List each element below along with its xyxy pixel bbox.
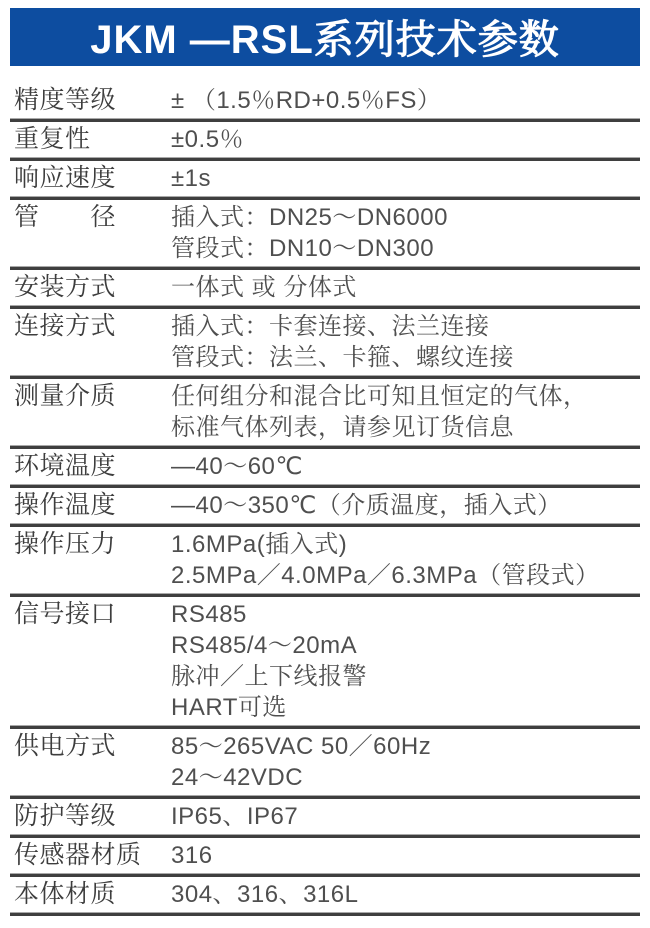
row-value-line: ±0.5％	[171, 126, 245, 153]
row-value-line: IP65、IP67	[171, 803, 299, 830]
row-value-line: HART可选	[171, 694, 287, 721]
table-row	[10, 83, 640, 118]
row-values	[171, 879, 640, 910]
table-row	[10, 838, 640, 873]
table-row	[10, 122, 640, 157]
row-label: 传感器材质	[14, 841, 142, 869]
row-values	[171, 490, 640, 521]
row-label: 响应速度	[14, 164, 117, 192]
row-value-line: 304、316、316L	[171, 881, 359, 908]
table-row	[10, 309, 640, 375]
row-label: 管 径	[14, 203, 117, 231]
row-label: 信号接口	[14, 600, 117, 628]
row-values	[171, 272, 640, 303]
row-label: 供电方式	[14, 732, 117, 760]
row-value-line: —40～60℃	[171, 453, 303, 480]
row-values	[171, 529, 640, 591]
table-row	[10, 449, 640, 484]
table-row	[10, 729, 640, 795]
row-divider	[10, 912, 640, 916]
row-label: 操作压力	[14, 530, 117, 558]
table-row	[10, 799, 640, 834]
row-values	[171, 451, 640, 482]
spec-table	[10, 83, 640, 916]
row-label: 本体材质	[14, 880, 117, 908]
row-value-line: 一体式 或 分体式	[171, 274, 357, 301]
row-value-line: 管段式：DN10～DN300	[171, 235, 435, 262]
row-label: 操作温度	[14, 491, 117, 519]
row-value-line: 316	[171, 842, 213, 869]
table-row	[10, 877, 640, 912]
row-values	[171, 801, 640, 832]
table-row	[10, 488, 640, 523]
row-value-line: 任何组分和混合比可知且恒定的气体，	[171, 383, 588, 410]
row-value-line: ±1s	[171, 165, 212, 192]
row-value-line: 24～42VDC	[171, 764, 304, 791]
row-value-line: 插入式：卡套连接、法兰连接	[171, 313, 490, 340]
row-values	[171, 381, 640, 443]
row-label: 连接方式	[14, 312, 117, 340]
row-value-line: RS485/4～20mA	[171, 632, 358, 659]
row-value-line: 2.5MPa／4.0MPa／6.3MPa（管段式）	[171, 562, 600, 589]
row-values	[171, 124, 640, 155]
row-label: 安装方式	[14, 273, 117, 301]
row-label: 重复性	[14, 125, 91, 153]
row-value-line: 标准气体列表，请参见订货信息	[171, 414, 514, 441]
row-label: 环境温度	[14, 452, 117, 480]
table-row	[10, 379, 640, 445]
row-label: 防护等级	[14, 802, 117, 830]
row-value-line: 脉冲／上下线报警	[171, 663, 367, 690]
row-values	[171, 311, 640, 373]
row-value-line: 1.6MPa(插入式)	[171, 531, 348, 558]
row-values	[171, 163, 640, 194]
row-label: 精度等级	[14, 86, 117, 114]
row-value-line: —40～350℃（介质温度，插入式）	[171, 492, 562, 519]
row-values	[171, 202, 640, 264]
title-banner	[10, 8, 640, 66]
row-values	[171, 840, 640, 871]
row-value-line: RS485	[171, 601, 247, 628]
row-value-line: 85～265VAC 50／60Hz	[171, 733, 432, 760]
row-values	[171, 731, 640, 793]
row-value-line: 插入式：DN25～DN6000	[171, 204, 448, 231]
row-value-line: 管段式：法兰、卡箍、螺纹连接	[171, 344, 514, 371]
table-row	[10, 161, 640, 196]
table-row	[10, 270, 640, 305]
row-values	[171, 599, 640, 723]
row-value-line: ± （1.5％RD+0.5％FS）	[171, 87, 442, 114]
row-label: 测量介质	[14, 382, 117, 410]
page-title: JKM —RSL系列技术参数	[90, 17, 560, 62]
table-row	[10, 527, 640, 593]
table-row	[10, 597, 640, 725]
table-row	[10, 200, 640, 266]
row-values	[171, 85, 640, 116]
